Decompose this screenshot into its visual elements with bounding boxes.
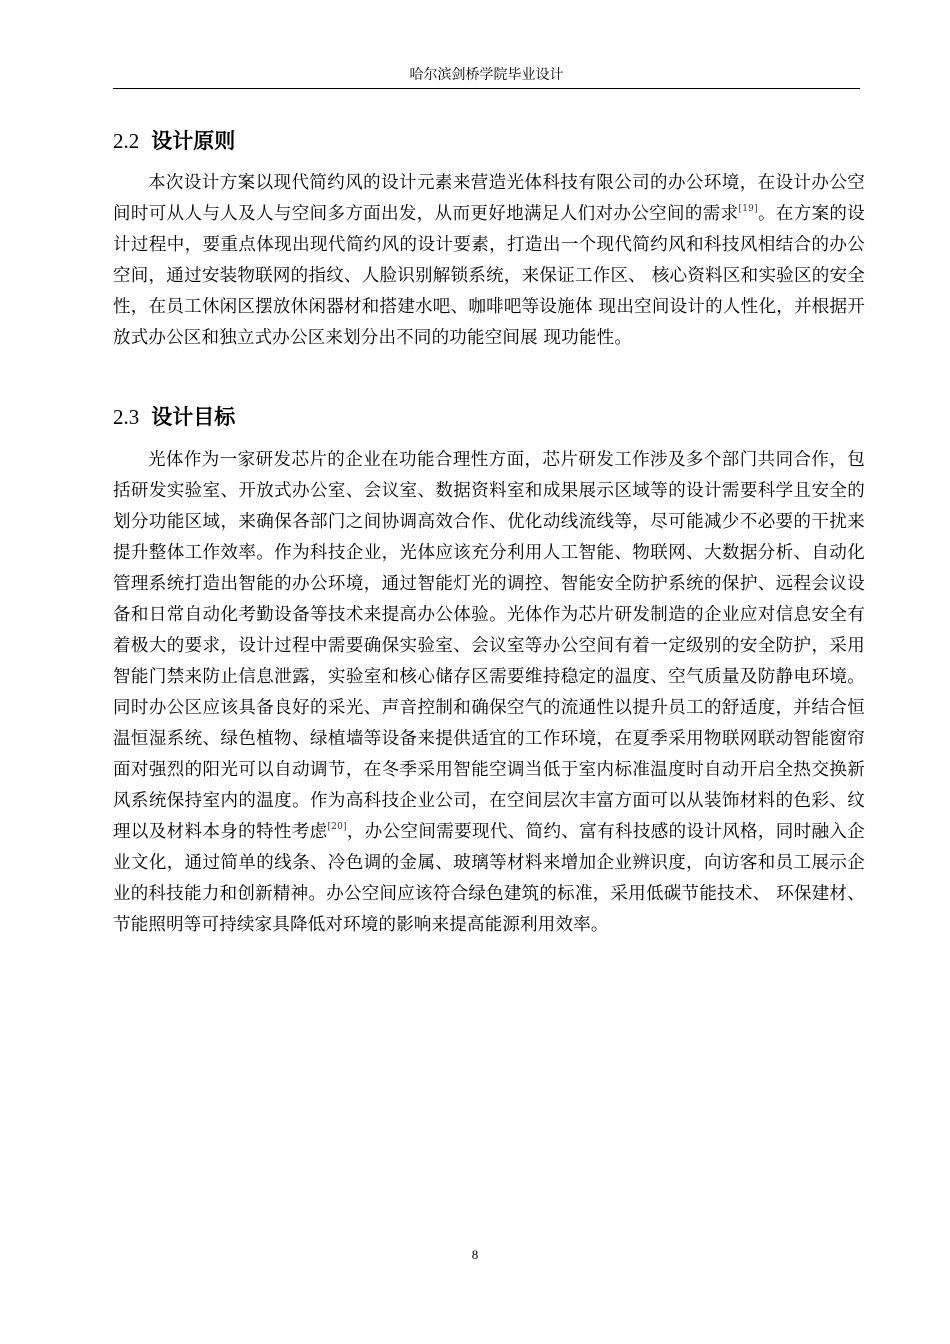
section-number: 2.3 [113,405,140,429]
citation-reference: [19] [738,204,758,214]
paragraph-text: ，办公空间需要现代、简约、富有科技感的设计风格，同时融入企业文化，通过简单的线条、冷色调的金属、玻璃等材料来增加企业辨识度，向访客和员工展示企业的科技能力和创新精神。办公空间应该符合绿色建筑的标准，采用低碳节能技术、 环保建材、节能照明等可持续家具降低对环境的影响来提高能源利用效率。 [113,822,865,935]
body-paragraph-design-goals [113,445,865,941]
citation-reference: [20] [327,822,347,832]
section-heading-2-3 [113,403,235,431]
body-paragraph-design-principles [113,168,865,354]
section-title: 设计目标 [151,405,236,429]
section-heading-2-2 [113,127,235,155]
paragraph-text: 。在方案的设计过程中，要重点体现出现代简约风的设计要素，打造出一个现代简约风和科技风相结合的办公空间，通过安装物联网的指纹、人脸识别解锁系统，来保证工作区、 核心资料区和实验区的安全性，在员工休闲区摆放休闲器材和搭建水吧、咖啡吧等设施体 现出空间设计的人性化，并根据开放式办公区和独立式办公区来划分出不同的功能空间展 现功能性。 [113,204,866,348]
paragraph-text: 本次设计方案以现代简约风的设计元素来营造光体科技有限公司的办公环境，在设计办公空间时可从人与人及人与空间多方面出发，从而更好地满足人们对办公空间的需求 [113,173,865,224]
page-number: 8 [471,1247,479,1262]
section-title: 设计原则 [151,129,236,153]
section-number: 2.2 [113,129,140,153]
running-header: 哈尔滨剑桥学院毕业设计 [409,67,564,83]
paragraph-text: 光体作为一家研发芯片的企业在功能合理性方面，芯片研发工作涉及多个部门共同合作，包括研发实验室、开放式办公室、会议室、数据资料室和成果展示区域等的设计需要科学且安全的划分功能区域，来确保各部门之间协调高效合作、优化动线流线等，尽可能减少不必要的干扰来提升整体工作效率。作为科技企业，光体应该充分利用人工智能、物联网、大数据分析、自动化管理系统打造出智能的办公环境，通过智能灯光的调控、智能安全防护系统的保护、远程会议设备和日常自动化考勤设备等技术来提高办公体验。光体作为芯片研发制造的企业应对信息安全有着极大的要求，设计过程中需要确保实验室、会议室等办公空间有着一定级别的安全防护，采用智能门禁来防止信息泄露，实验室和核心储存区需要维持稳定的温度、空气质量及防静电环境。同时办公区应该具备良好的采光、声音控制和确保空气的流通性以提升员工的舒适度，并结合恒温恒湿系统、绿色植物、绿植墙等设备来提供适宜的工作环境，在夏季采用物联网联动智能窗帘面对强烈的阳光可以自动调节，在冬季采用智能空调当低于室内标准温度时自动开启全热交换新风系统保持室内的温度。作为高科技企业公司，在空间层次丰富方面可以从装饰材料的色彩、纹理以及材料本身的特性考虑 [113,450,865,842]
header-divider [113,88,860,89]
